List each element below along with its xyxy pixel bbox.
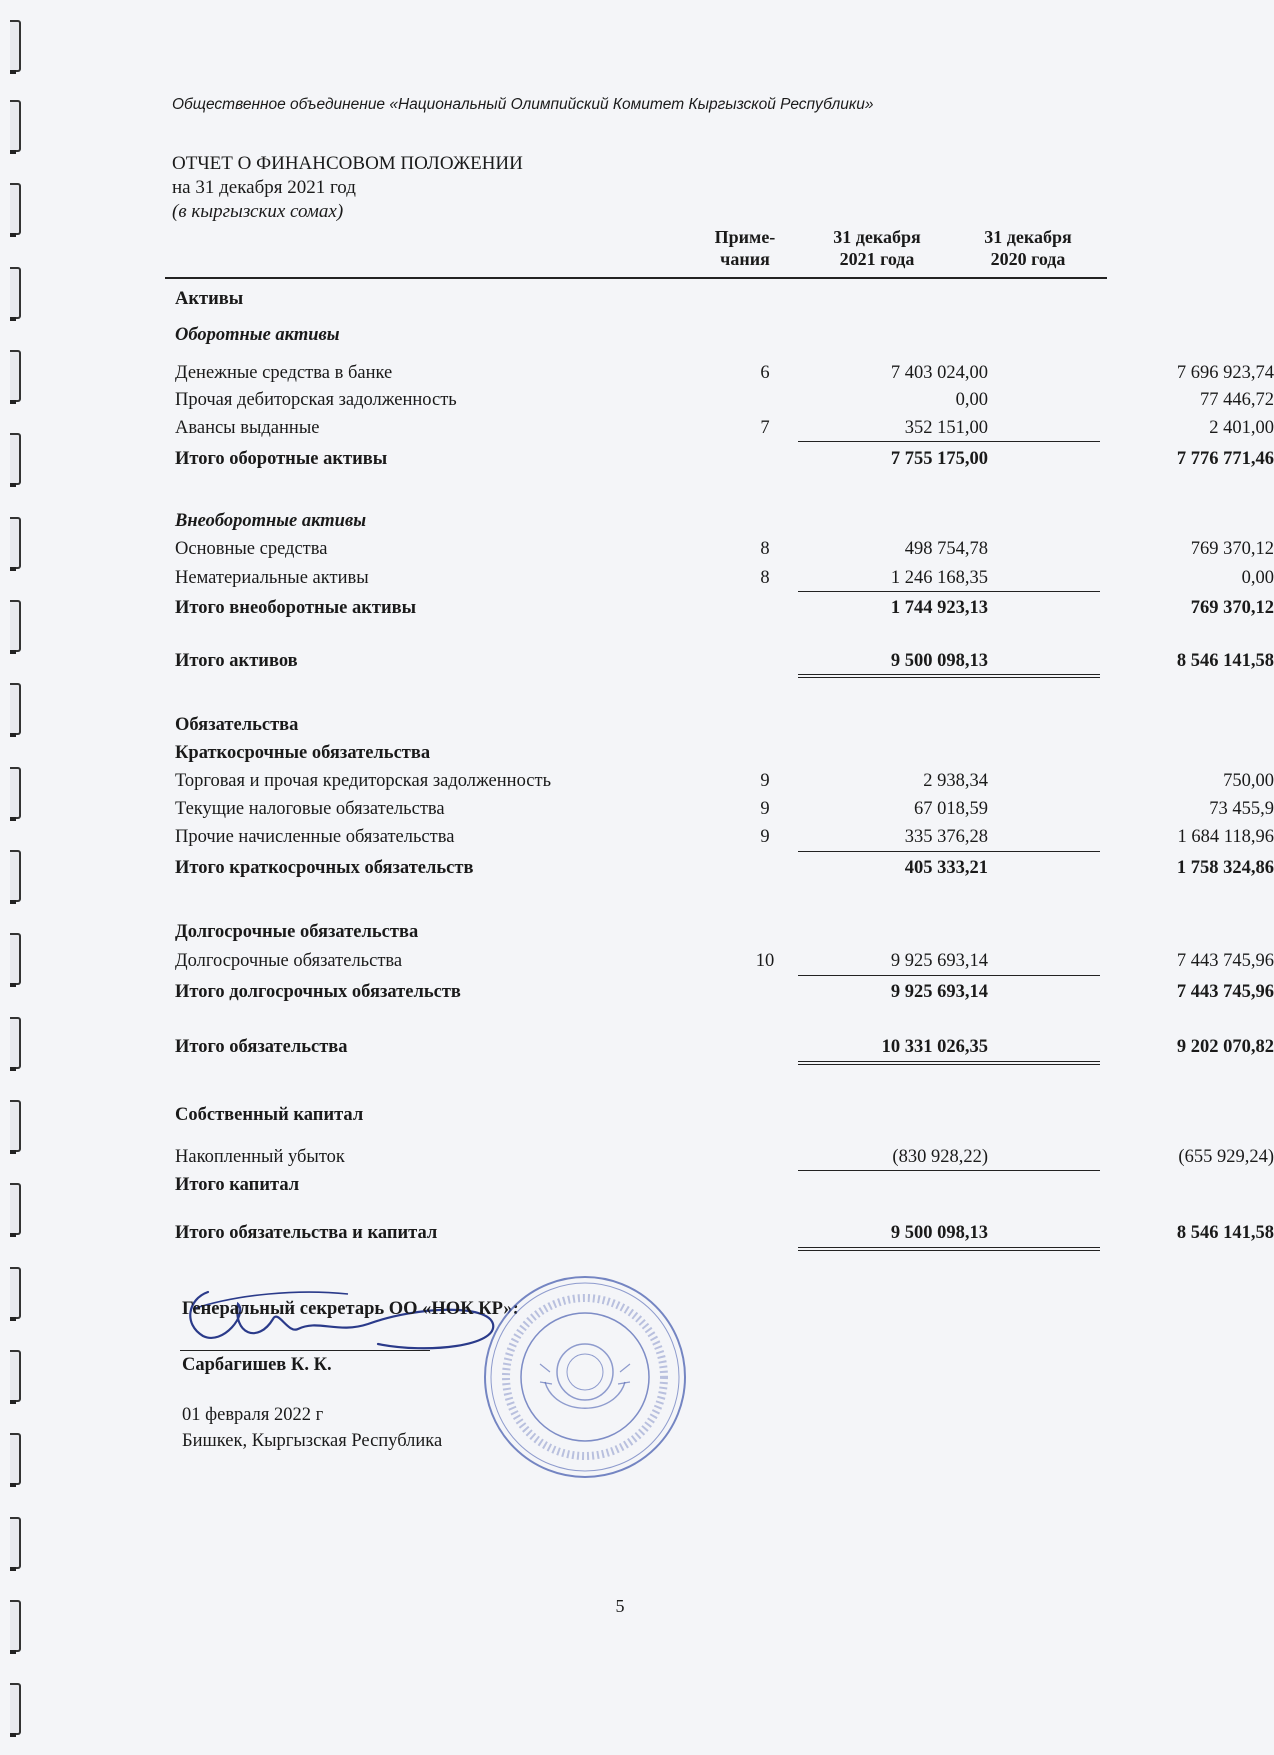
table-row: Оборотные активы	[175, 325, 340, 345]
table-row: Основные средства 8 498 754,78 769 370,12	[175, 539, 1274, 559]
signature-place: Бишкек, Кыргызская Республика	[182, 1431, 443, 1451]
table-row: Авансы выданные 7 352 151,00 2 401,00	[175, 418, 1274, 438]
table-row: Долгосрочные обязательства	[175, 922, 419, 942]
table-row: Обязательства	[175, 715, 299, 735]
table-row: Внеоборотные активы	[175, 511, 367, 531]
column-header-2020: 31 декабря 2020 года	[984, 227, 1072, 269]
table-row-total: Итого обязательства 10 331 026,35 9 202 070,82	[175, 1037, 1274, 1057]
table-row: Долгосрочные обязательства 10 9 925 693,14 7 443 745,96	[175, 951, 1274, 971]
table-row: Текущие налоговые обязательства 9 67 018,59 73 455,9	[175, 799, 1274, 819]
table-row: Краткосрочные обязательства	[175, 743, 431, 763]
table-row: Денежные средства в банке 6 7 403 024,00 7 696 923,74	[175, 363, 1274, 383]
report-date: на 31 декабря 2021 год	[172, 177, 356, 198]
table-row: Прочая дебиторская задолженность 0,00 77 446,72	[175, 390, 1274, 410]
organization-header: Общественное объединение «Национальный Олимпийский Комитет Кыргызской Республики»	[172, 96, 874, 113]
header-rule	[165, 277, 1107, 279]
signatory-name: Сарбагишев К. К.	[182, 1355, 332, 1375]
signatory-position: Генеральный секретарь ОО «НОК КР»:	[182, 1299, 519, 1319]
table-row: Собственный капитал	[175, 1105, 364, 1125]
table-row-total: Итого капитал	[175, 1175, 300, 1195]
table-row-total: Итого оборотные активы 7 755 175,00 7 776 771,46	[175, 449, 1274, 469]
table-row: Торговая и прочая кредиторская задолженность 9 2 938,34 750,00	[175, 771, 1274, 791]
table-row-grand-total: Итого обязательства и капитал 9 500 098,13 8 546 141,58	[175, 1223, 1274, 1243]
table-row-total: Итого долгосрочных обязательств 9 925 693,14 7 443 745,96	[175, 982, 1274, 1002]
table-row: Накопленный убыток (830 928,22) (655 929,24)	[175, 1147, 1274, 1167]
table-row-total: Итого активов 9 500 098,13 8 546 141,58	[175, 651, 1274, 671]
table-row-total: Итого внеоборотные активы 1 744 923,13 769 370,12	[175, 598, 1274, 618]
column-header-notes: Приме- чания	[714, 227, 776, 269]
official-seal	[480, 1272, 690, 1482]
signature-date: 01 февраля 2022 г	[182, 1405, 324, 1425]
table-row: Нематериальные активы 8 1 246 168,35 0,00	[175, 568, 1274, 588]
report-currency: (в кыргызских сомах)	[172, 201, 344, 222]
signature-line	[180, 1350, 430, 1351]
table-row-total: Итого краткосрочных обязательств 405 333,21 1 758 324,86	[175, 858, 1274, 878]
report-title: ОТЧЕТ О ФИНАНСОВОМ ПОЛОЖЕНИИ	[172, 153, 523, 174]
column-header-2021: 31 декабря 2021 года	[833, 227, 921, 269]
table-row: Активы	[175, 289, 244, 309]
page-number: 5	[615, 1596, 625, 1616]
table-row: Прочие начисленные обязательства 9 335 376,28 1 684 118,96	[175, 827, 1274, 847]
spiral-binding	[0, 0, 40, 1755]
report-title-block	[172, 152, 523, 224]
